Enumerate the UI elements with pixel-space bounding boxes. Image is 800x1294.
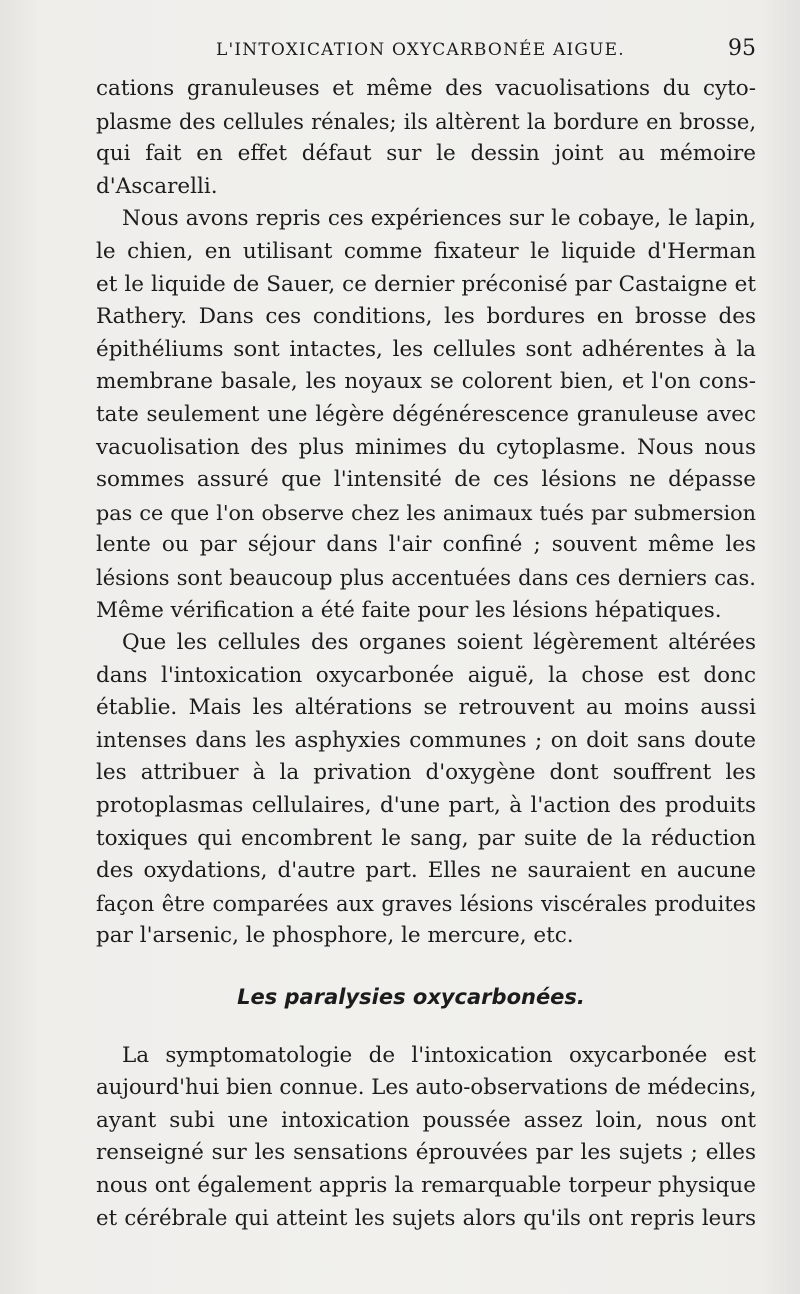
text-line: les attribuer à la privation d'oxygène dont souffrent les: [96, 760, 756, 786]
text-line: renseigné sur les sensations éprouvées par les sujets ; elles: [96, 1140, 756, 1166]
text-line: toxiques qui encombrent le sang, par suite de la réduction: [96, 825, 756, 851]
text-line: d'Ascarelli.: [96, 173, 218, 199]
text-line: Rathery. Dans ces conditions, les bordures en brosse des: [96, 304, 756, 330]
text-line: plasme des cellules rénales; ils altèrent la bordure en brosse,: [96, 109, 756, 134]
text-line: établie. Mais les altérations se retrouvent au moins aussi: [96, 695, 756, 721]
text-line: intenses dans les asphyxies communes ; on doit sans doute: [96, 727, 756, 753]
text-line: par l'arsenic, le phosphore, le mercure, etc.: [96, 923, 574, 949]
running-head: [96, 36, 756, 66]
text-line: Même vérification a été faite pour les lésions hépatiques.: [96, 597, 722, 623]
text-line: pas ce que l'on observe chez les animaux tués par submersion: [96, 500, 756, 525]
paragraph: [96, 73, 756, 203]
text-line: Que les cellules des organes soient légèrement altérées: [122, 630, 756, 656]
text-line: façon être comparées aux graves lésions viscérales produites: [96, 891, 756, 916]
section-heading: Les paralysies oxycarbonées.: [237, 985, 585, 1010]
text-line: sommes assuré que l'intensité de ces lésions ne dépasse: [96, 467, 756, 493]
text-line: des oxydations, d'autre part. Elles ne sauraient en aucune: [96, 858, 756, 884]
paragraph: [96, 627, 756, 953]
running-title: L'INTOXICATION OXYCARBONÉE AIGUE.: [216, 40, 625, 60]
paragraph: [96, 1040, 756, 1236]
text-line: dans l'intoxication oxycarbonée aiguë, la chose est donc: [96, 662, 756, 688]
text-line: Nous avons repris ces expériences sur le cobaye, le lapin,: [122, 206, 756, 232]
text-line: La symptomatologie de l'intoxication oxycarbonée est: [122, 1042, 756, 1068]
page-number: 95: [728, 36, 756, 61]
text-line: nous ont également appris la remarquable torpeur physique: [96, 1173, 756, 1198]
text-line: et le liquide de Sauer, ce dernier préconisé par Castaigne et: [96, 271, 756, 297]
text-line: épithéliums sont intactes, les cellules sont adhérentes à la: [96, 336, 756, 362]
body-text: [96, 73, 756, 1235]
text-line: cations granuleuses et même des vacuolisations du cyto-: [96, 76, 756, 101]
text-line: qui fait en effet défaut sur le dessin joint au mémoire: [96, 141, 756, 167]
text-line: aujourd'hui bien connue. Les auto-observations de médecins,: [96, 1075, 757, 1101]
text-line: tate seulement une légère dégénérescence granuleuse avec: [96, 401, 756, 427]
text-line: lente ou par séjour dans l'air confiné ; souvent même les: [96, 532, 756, 558]
paragraph: [96, 203, 756, 627]
text-line: protoplasmas cellulaires, d'une part, à l'action des produits: [96, 793, 756, 819]
text-line: membrane basale, les noyaux se colorent bien, et l'on cons-: [96, 369, 756, 395]
text-line: vacuolisation des plus minimes du cytoplasme. Nous nous: [96, 434, 756, 460]
text-line: et cérébrale qui atteint les sujets alors qu'ils ont repris leurs: [96, 1205, 756, 1231]
text-line: le chien, en utilisant comme fixateur le liquide d'Herman: [96, 238, 756, 264]
text-line: lésions sont beaucoup plus accentuées dans ces derniers cas.: [96, 565, 756, 590]
text-line: ayant subi une intoxication poussée assez loin, nous ont: [96, 1107, 756, 1133]
